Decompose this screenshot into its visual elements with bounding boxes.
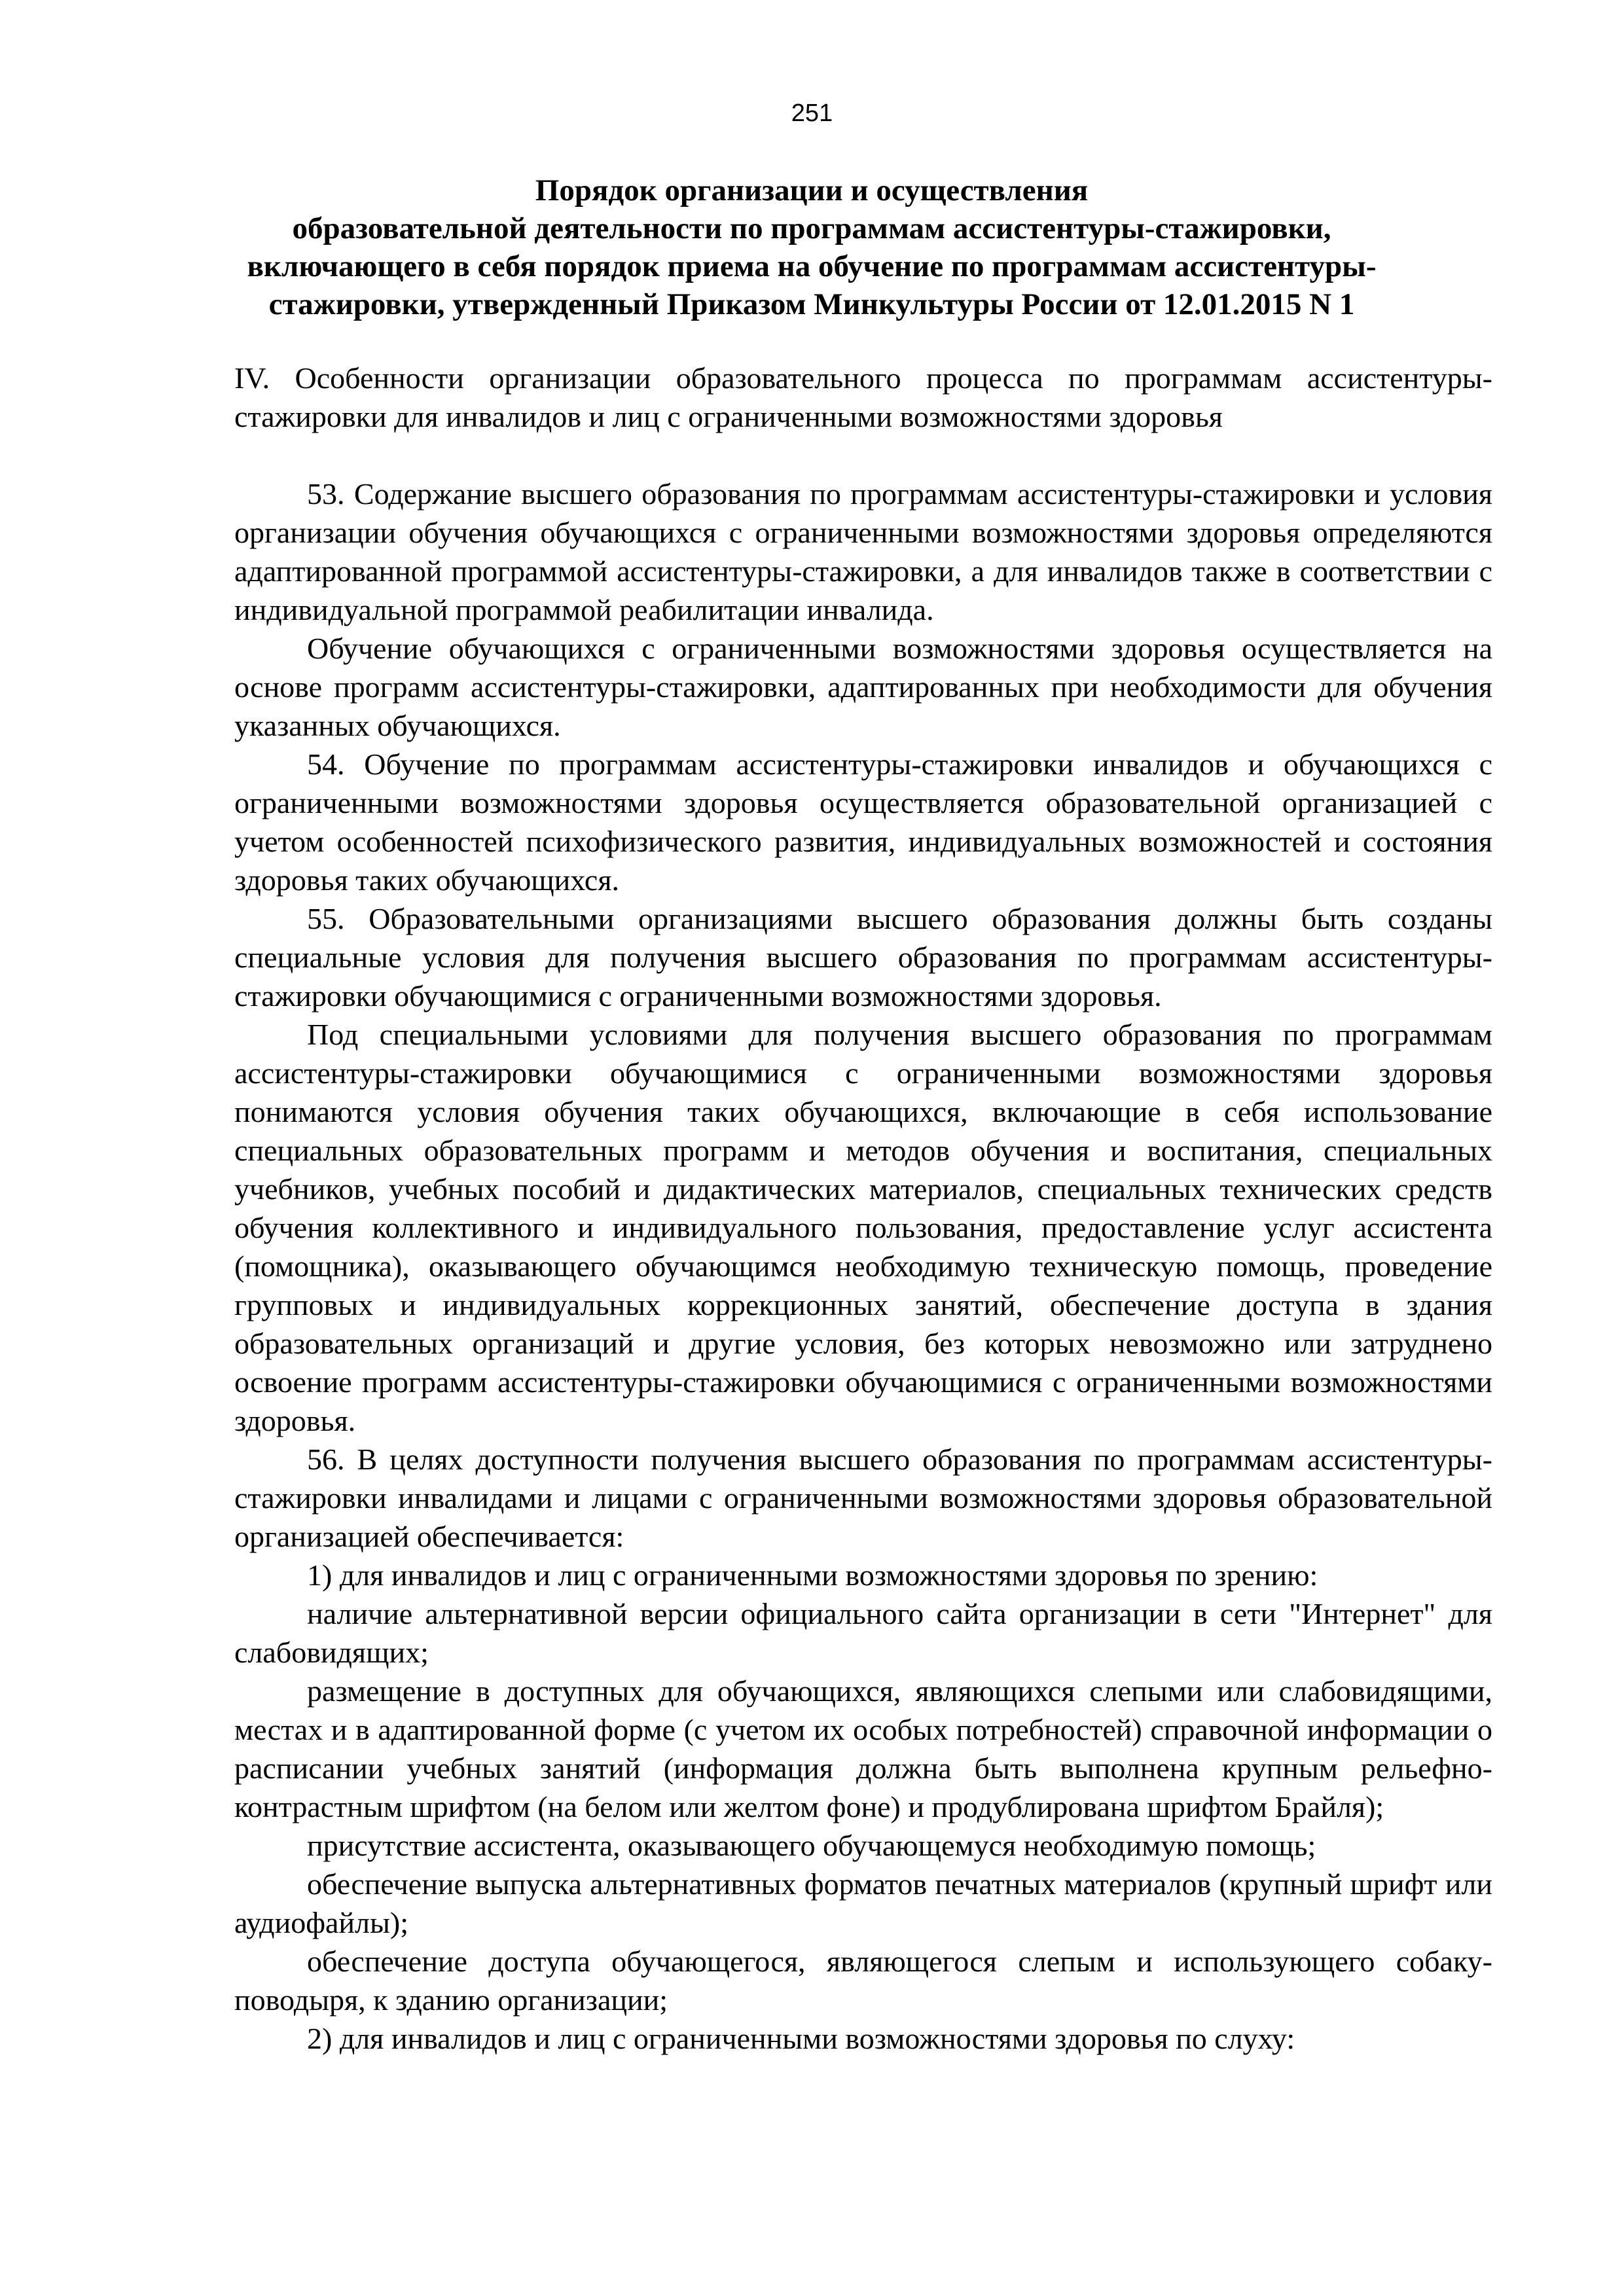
- paragraph: обеспечение выпуска альтернативных форматов печатных материалов (крупный шрифт или аудиофайлы);: [234, 1867, 1492, 1939]
- paragraph: обеспечение доступа обучающегося, являющегося слепым и использующего собаку-поводыря, к зданию организации;: [234, 1945, 1492, 2017]
- paragraph: присутствие ассистента, оказывающего обучающемуся необходимую помощь;: [307, 1829, 1316, 1862]
- paragraph: 56. В целях доступности получения высшего образования по программам ассистентуры-стажировки инвалидами и лицами с ограниченными возможностями здоровья образовательной организацией обеспечивается:: [234, 1443, 1492, 1553]
- title-line: образовательной деятельности по программам ассистентуры-стажировки,: [292, 211, 1331, 245]
- paragraph: 53. Содержание высшего образования по программам ассистентуры-стажировки и условия организации обучения обучающихся с ограниченными возможностями здоровья определяются адаптированной программой ассистентуры-стажировки, а для инвалидов также в соответствии с индивидуальной программой реабилитации инвалида.: [234, 477, 1492, 626]
- page-number: 251: [791, 99, 833, 127]
- paragraph: 54. Обучение по программам ассистентуры-стажировки инвалидов и обучающихся с ограниченными возможностями здоровья осуществляется образовательной организацией с учетом особенностей психофизического развития, индивидуальных возможностей и состояния здоровья таких обучающихся.: [234, 747, 1492, 897]
- paragraph: 2) для инвалидов и лиц с ограниченными возможностями здоровья по слуху:: [307, 2022, 1295, 2055]
- section-heading: IV. Особенности организации образовательного процесса по программам ассистентуры-стажировки для инвалидов и лиц с ограниченными возможностями здоровья: [234, 361, 1492, 433]
- paragraph: 1) для инвалидов и лиц с ограниченными возможностями здоровья по зрению:: [307, 1558, 1318, 1592]
- document-body: [234, 359, 1492, 2058]
- title-line: включающего в себя порядок приема на обучение по программам ассистентуры-: [247, 249, 1377, 283]
- title-line: стажировки, утвержденный Приказом Минкультуры России от 12.01.2015 N 1: [268, 287, 1355, 321]
- paragraph: Обучение обучающихся с ограниченными возможностями здоровья осуществляется на основе программ ассистентуры-стажировки, адаптированных при необходимости для обучения указанных обучающихся.: [234, 632, 1492, 742]
- paragraph: Под специальными условиями для получения высшего образования по программам ассистентуры-стажировки обучающимися с ограниченными возможностями здоровья понимаются условия обучения таких обучающихся, включающие в себя использование специальных образовательных программ и методов обучения и воспитания, специальных учебников, учебных пособий и дидактических материалов, специальных технических средств обучения коллективного и индивидуального пользования, предоставление услуг ассистента (помощника), оказывающего обучающимся необходимую техническую помощь, проведение групповых и индивидуальных коррекционных занятий, обеспечение доступа в здания образовательных организаций и другие условия, без которых невозможно или затруднено освоение программ ассистентуры-стажировки обучающимися с ограниченными возможностями здоровья.: [234, 1018, 1492, 1437]
- paragraph: размещение в доступных для обучающихся, являющихся слепыми или слабовидящими, местах и в адаптированной форме (с учетом их особых потребностей) справочной информации о расписании учебных занятий (информация должна быть выполнена крупным рельефно-контрастным шрифтом (на белом или желтом фоне) и продублирована шрифтом Брайля);: [234, 1674, 1492, 1823]
- paragraph: наличие альтернативной версии официального сайта организации в сети "Интернет" для слабовидящих;: [234, 1597, 1492, 1669]
- title-line: Порядок организации и осуществления: [535, 173, 1089, 207]
- document-title: [242, 171, 1381, 323]
- paragraph: 55. Образовательными организациями высшего образования должны быть созданы специальные условия для получения высшего образования по программам ассистентуры-стажировки обучающимися с ограниченными возможностями здоровья.: [234, 902, 1492, 1013]
